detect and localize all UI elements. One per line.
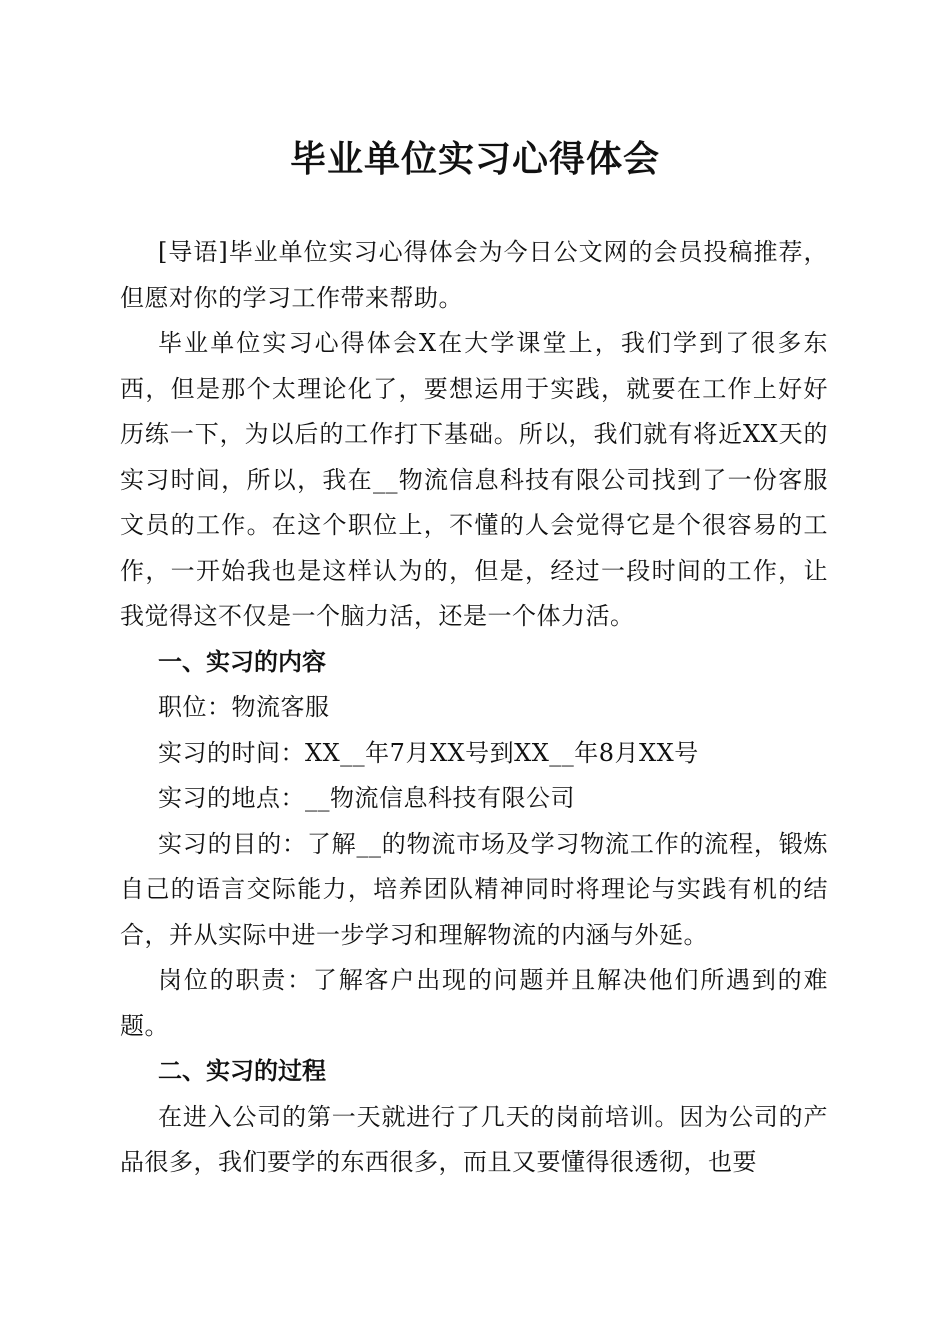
body-paragraph: 毕业单位实习心得体会X在大学课堂上，我们学到了很多东西，但是那个太理论化了，要想运用于实践，就要在工作上好好历练一下，为以后的工作打下基础。所以，我们就有将近XX天的实习时间，所以，我在__物流信息科技有限公司找到了一份客服文员的工作。在这个职位上，不懂的人会觉得它是个很容易的工作，一开始我也是这样认为的，但是，经过一段时间的工作，让我觉得这不仅是一个脑力活，还是一个体力活。 [120, 329, 828, 630]
section-heading-content: 一、实习的内容 [158, 647, 326, 676]
intro-paragraph: [导语]毕业单位实习心得体会为今日公文网的会员投稿推荐，但愿对你的学习工作带来帮助。 [120, 238, 828, 312]
location-line: 实习的地点：__物流信息科技有限公司 [158, 784, 575, 812]
section-heading-process: 二、实习的过程 [158, 1057, 326, 1085]
time-line: 实习的时间：XX__年7月XX号到XX__年8月XX号 [158, 738, 699, 767]
purpose-paragraph: 实习的目的：了解__的物流市场及学习物流工作的流程，锻炼自己的语言交际能力，培养团队精神同时将理论与实践有机的结合，并从实际中进一步学习和理解物流的内涵与外延。 [120, 829, 828, 949]
position-line: 职位：物流客服 [158, 693, 330, 721]
duty-paragraph: 岗位的职责：了解客户出现的问题并且解决他们所遇到的难题。 [120, 966, 828, 1040]
process-paragraph: 在进入公司的第一天就进行了几天的岗前培训。因为公司的产品很多，我们要学的东西很多，而且又要懂得很透彻，也要 [120, 1102, 828, 1176]
document-body [120, 230, 828, 1186]
document-title: 毕业单位实习心得体会 [289, 139, 660, 180]
